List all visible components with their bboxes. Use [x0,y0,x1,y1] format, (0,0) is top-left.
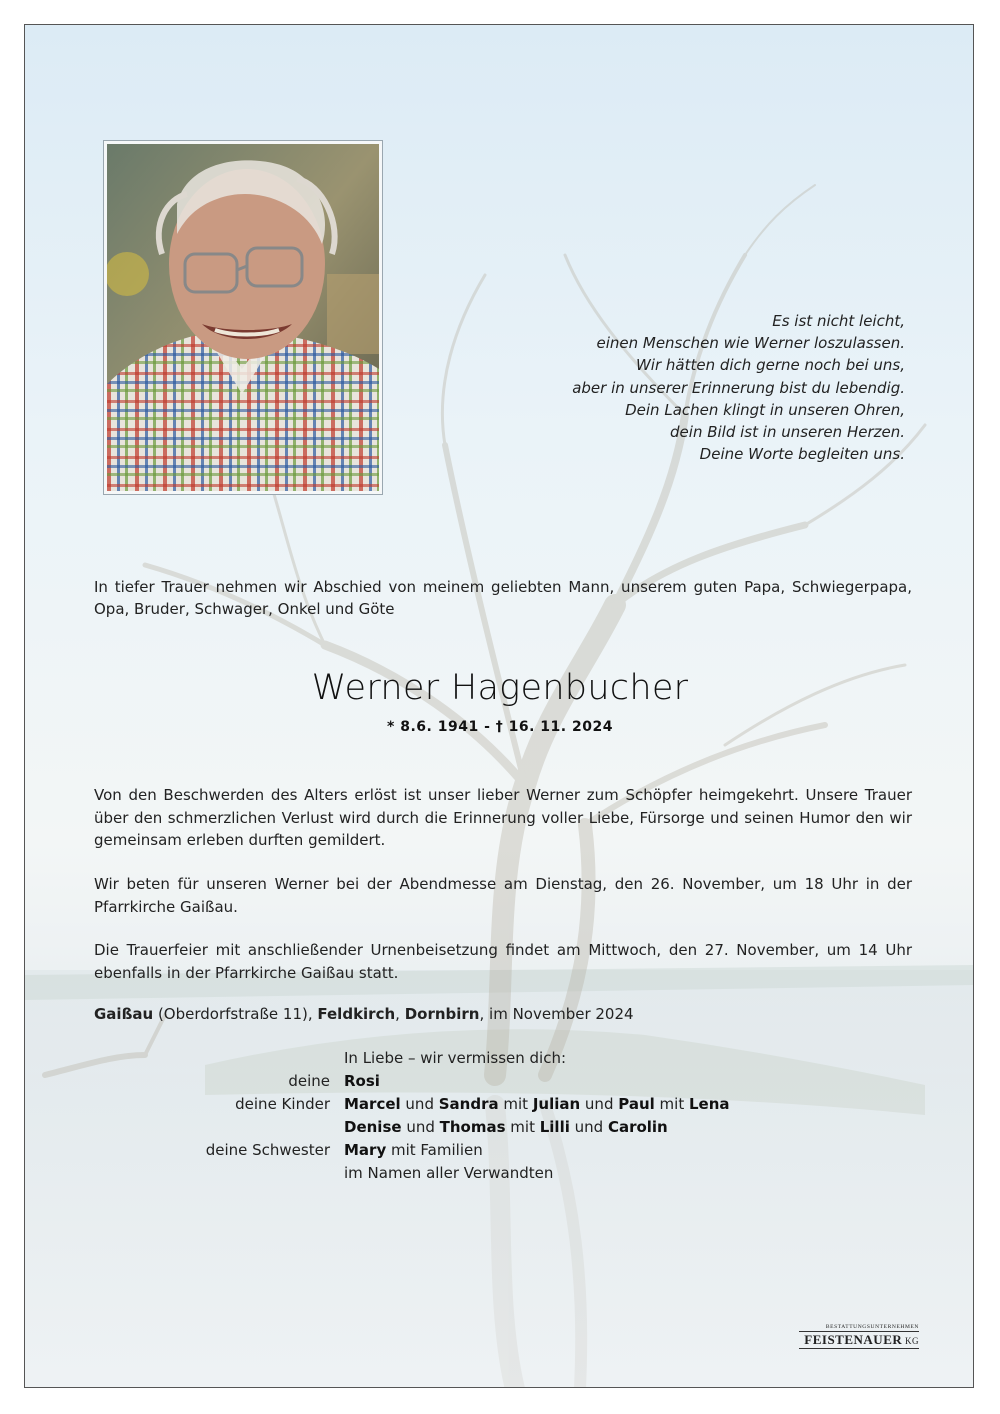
memorial-poem [405,310,905,465]
conj: mit Familien [386,1141,483,1159]
children-line-1 [344,1095,730,1113]
name: Marcel [344,1095,401,1113]
paragraph-funeral: Die Trauerfeier mit anschließender Urnenbeisetzung findet am Mittwoch, den 27. November, um 14 Uhr ebenfalls in der Pfarrkirche Gaißau statt. [94,941,912,982]
conj: mit [505,1118,540,1136]
paragraph-evening-mass: Wir beten für unseren Werner bei der Abendmesse am Dienstag, den 26. November, um 18 Uhr in der Pfarrkirche Gaißau. [94,875,912,916]
date: , im November 2024 [479,1005,634,1023]
address: (Oberdorfstraße 11), [153,1005,318,1023]
paragraph-release: Von den Beschwerden des Alters erlöst ist unser lieber Werner zum Schöpfer heimgekehrt. Unsere Trauer über den schmerzlichen Verlust wird durch die Erinnerung voller Liebe, Fürsorge und seinen Humor den wir gemeinsam erleben durften gemildert. [94,786,912,849]
portrait-photo-frame [103,140,383,495]
relation-sister: deine Schwester [205,1141,330,1159]
poem-line: Wir hätten dich gerne noch bei uns, [635,356,905,375]
logo-suffix: KG [902,1336,919,1346]
life-dates: * 8.6. 1941 - † 16. 11. 2024 [387,719,613,735]
undertaker-logo [799,1324,919,1349]
poem-line: aber in unserer Erinnerung bist du lebendig. [572,378,905,397]
name: Thomas [439,1118,506,1136]
conj: und [401,1118,440,1136]
poem-line: Dein Lachen klingt in unseren Ohren, [625,400,905,419]
logo-subtitle: BESTATTUNGSUNTERNEHMEN [799,1324,919,1332]
intro-text: In tiefer Trauer nehmen wir Abschied von meinem geliebten Mann, unserem guten Papa, Schwiegerpapa, Opa, Bruder, Schwager, Onkel und Göte [94,578,912,618]
conj: und [580,1095,619,1113]
place-feldkirch: Feldkirch [317,1005,396,1023]
name: Rosi [344,1072,380,1090]
name: Sandra [438,1095,499,1113]
poem-line: Deine Worte begleiten uns. [699,445,905,464]
conj: und [569,1118,608,1136]
closing-line: im Namen aller Verwandten [344,1164,554,1182]
sister-line [344,1141,483,1159]
name: Mary [344,1141,387,1159]
conj: mit [498,1095,533,1113]
logo-title [799,1332,919,1349]
place-gaissau: Gaißau [94,1005,154,1023]
wife-name [344,1072,380,1090]
separator: , [395,1005,405,1023]
name: Lilli [539,1118,570,1136]
place-dornbirn: Dornbirn [404,1005,480,1023]
poem-line: einen Menschen wie Werner loszulassen. [596,334,905,353]
relation-children: deine Kinder [235,1095,330,1113]
conj: und [400,1095,439,1113]
portrait-photo [107,144,379,491]
family-heading: In Liebe – wir vermissen dich: [344,1049,567,1067]
name: Lena [688,1095,730,1113]
name: Julian [532,1095,581,1113]
conj: mit [654,1095,689,1113]
poem-line: dein Bild ist in unseren Herzen. [670,423,905,442]
name: Carolin [607,1118,668,1136]
poem-line: Es ist nicht leicht, [772,312,905,330]
name: Denise [344,1118,402,1136]
deceased-name: Werner Hagenbucher [311,668,689,708]
children-line-2 [344,1118,668,1136]
name: Paul [618,1095,655,1113]
logo-main-text: FEISTENAUER [804,1332,903,1347]
place-date-line [94,1005,912,1023]
obituary-card [24,24,974,1388]
relation-wife: deine [288,1072,330,1090]
